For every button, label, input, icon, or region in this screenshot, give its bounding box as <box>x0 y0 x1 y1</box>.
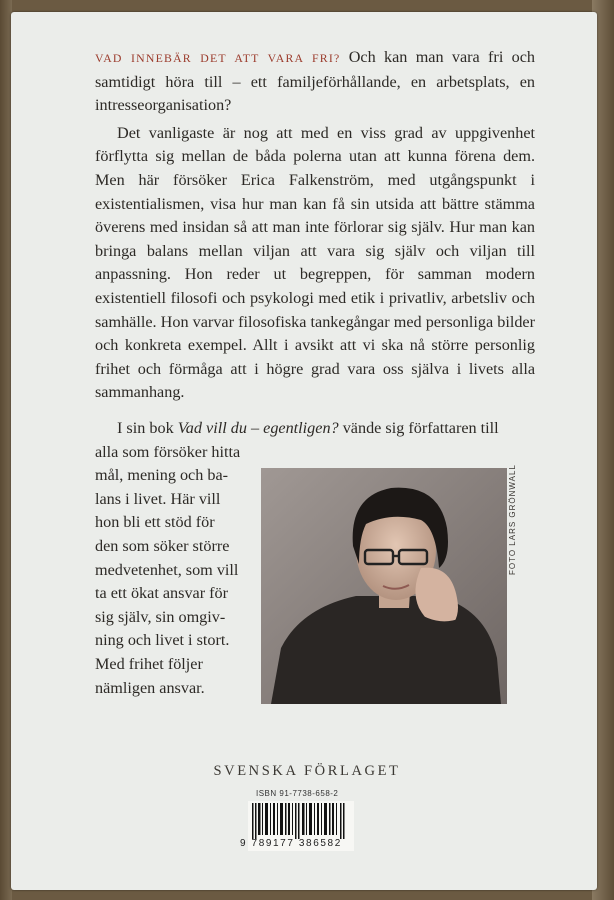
wrap-line: hon bli ett stöd för <box>95 513 215 532</box>
intro-question: VAD INNEBÄR DET ATT VARA FRI? <box>95 51 341 65</box>
intro-rest: Och kan man vara fri och samtidigt höra till – ett familjeförhållande, en arbetsplats, en intresseorganisation? <box>95 48 536 115</box>
line-suffix: vände sig författaren till <box>338 419 499 437</box>
line-prefix: I sin bok <box>117 419 178 437</box>
wrap-line: alla som försöker hitta <box>95 442 241 461</box>
book-title: Vad vill du – egentligen? <box>177 419 339 437</box>
wrap-line: lans i livet. Här vill <box>95 489 221 508</box>
barcode-number: 9 789177 386582 <box>240 838 342 849</box>
publisher-name: SVENSKA FÖRLAGET <box>213 763 401 779</box>
author-paragraph-line <box>95 417 535 441</box>
intro-paragraph <box>95 46 535 118</box>
author-photo <box>261 468 507 704</box>
isbn-label: ISBN 91-7738-658-2 <box>256 789 339 798</box>
wrap-line: medvetenhet, som vill <box>95 560 239 579</box>
wrap-line: ning och livet i stort. <box>95 631 230 650</box>
wrap-line: Med frihet följer <box>95 654 203 673</box>
photo-credit: FOTO LARS GRÖNWALL <box>508 464 517 575</box>
barcode-bars <box>248 801 354 839</box>
author-portrait-image <box>261 468 507 704</box>
wrap-line: mål, mening och ba- <box>95 466 229 485</box>
wrap-line: den som söker större <box>95 536 230 555</box>
main-paragraph: Det vanligaste är nog att med en viss grad av uppgivenhet förflytta sig mellan de båda polerna utan att kunna förena dem. Men här försöker Erica Falkenström, med utgångspunkt i existentialismen, visa hur man kan få sin utsida att bättre stämma överens med insidan så att man inte förlorar sig själv. Hur man kan bringa balans mellan viljan att vara sig själv och viljan till anpassning. Hon reder ut begreppen, för samman modern existentiell filosofi och psykologi med etik i privatliv, arbetsliv och samhälle. Hon varvar filosofiska tankegångar med personliga bilder och konkreta exempel. Allt i avsikt att vi ska nå större personlig frihet och förmåga att i högre grad vara oss själva i livets alla sammanhang. <box>95 123 535 402</box>
wrap-line: nämligen ansvar. <box>95 678 205 697</box>
wrap-line: sig själv, sin omgiv- <box>95 607 226 626</box>
blurb-text <box>95 46 535 405</box>
wrap-line: ta ett ökat ansvar för <box>95 584 229 603</box>
